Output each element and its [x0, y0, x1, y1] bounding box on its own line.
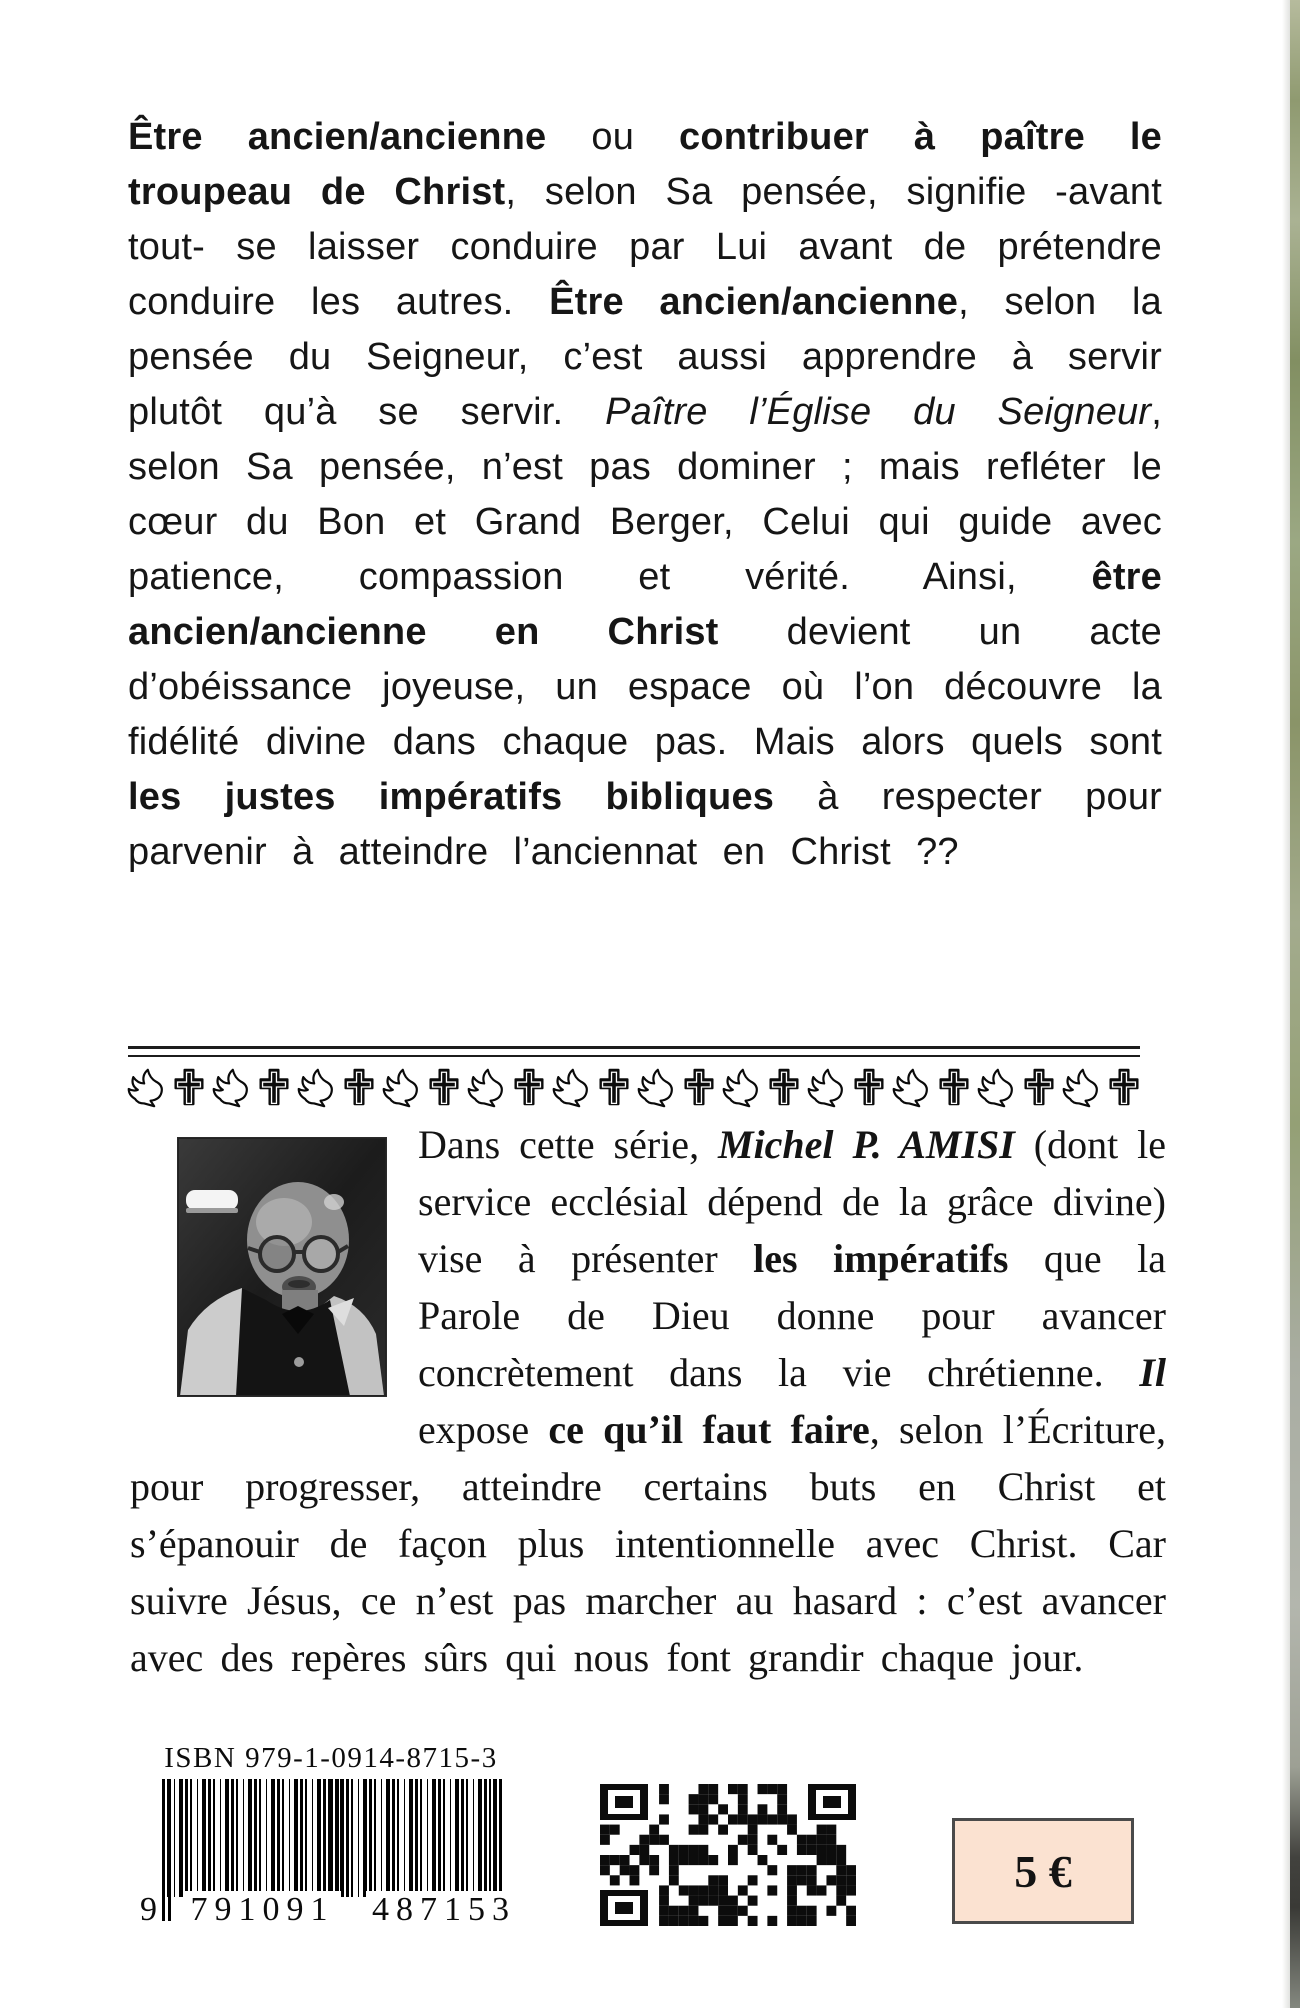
price-tag [952, 1818, 1134, 1924]
dove-cross-divider [126, 1060, 1142, 1108]
isbn-label: ISBN 979-1-0914-8715-3 [164, 1742, 498, 1774]
text-run: , selon l’Écriture, pour progresser, atteindre certains buts en Christ et s’épanouir de façon plus intentionnelle avec Christ. Car suivre Jésus, ce n’est pas marcher au hasard : c’est avancer avec des repères sûrs qui nous font grandir chaque jour. [130, 1407, 1166, 1680]
cross-icon [681, 1066, 717, 1108]
dove-icon [551, 1068, 591, 1108]
dove-icon [126, 1068, 166, 1108]
text-run: ce qu’il faut faire [548, 1407, 870, 1452]
text-run: être ancien/ancienne en Christ [128, 556, 1162, 653]
text-run: les justes impératifs bibliques [128, 776, 775, 818]
qr-code [600, 1784, 856, 1926]
dove-icon [636, 1068, 676, 1108]
text-run: Être ancien/ancienne [128, 116, 547, 158]
barcode-digit-group: 791091 [185, 1891, 341, 1929]
cross-icon [426, 1066, 462, 1108]
dove-icon [466, 1068, 506, 1108]
cross-icon [171, 1066, 207, 1108]
dove-icon [211, 1068, 251, 1108]
cross-icon [596, 1066, 632, 1108]
text-run: contribuer à paître le troupeau de Christ [128, 116, 1162, 213]
cross-icon [766, 1066, 802, 1108]
barcode-lead-digit: 9 [140, 1891, 157, 1928]
text-run: les impératifs [753, 1236, 1009, 1281]
cross-icon [511, 1066, 547, 1108]
barcode-digits [140, 1891, 522, 1929]
dove-icon [1061, 1068, 1101, 1108]
cross-icon [1021, 1066, 1057, 1108]
dove-icon [296, 1068, 336, 1108]
cross-icon [341, 1066, 377, 1108]
dove-icon [381, 1068, 421, 1108]
text-run: ou [546, 116, 680, 158]
text-run: Il [1139, 1350, 1166, 1395]
text-run: à respecter pour parvenir à atteindre l’anciennat en Christ ?? [128, 776, 1163, 873]
dove-icon [806, 1068, 846, 1108]
cross-icon [936, 1066, 972, 1108]
author-section [130, 1116, 1166, 1686]
text-run: , selon Sa pensée, n’est pas dominer ; mais refléter le cœur du Bon et Grand Berger, Celui qui guide avec patience, compassion et vérité. Ainsi, [128, 391, 1162, 598]
divider-line [128, 1046, 1140, 1057]
author-photo [178, 1138, 386, 1396]
dove-icon [721, 1068, 761, 1108]
cross-icon [1106, 1066, 1142, 1108]
dove-icon [891, 1068, 931, 1108]
price-label: 5 € [1014, 1845, 1072, 1897]
barcode [140, 1779, 522, 1959]
text-run: , selon la pensée du Seigneur, c’est aussi apprendre à servir plutôt qu’à se servir. [128, 281, 1162, 433]
text-run: expose [418, 1407, 549, 1452]
text-run: Dans cette série, [418, 1122, 718, 1167]
text-run: Paître l’Église du Seigneur [605, 391, 1152, 433]
text-run: (dont le service ecclésial dépend de la grâce divine) vise à présenter [418, 1122, 1166, 1281]
cross-icon [851, 1066, 887, 1108]
isbn-barcode [140, 1742, 522, 1959]
text-run: Être ancien/ancienne [549, 281, 959, 323]
barcode-digit-group: 487153 [366, 1891, 522, 1929]
background-foliage-strip [1290, 0, 1300, 2008]
text-run: devient un acte d’obéissance joyeuse, un espace où l’on découvre la fidélité divine dans chaque pas. Mais alors quels sont [128, 611, 1162, 763]
dove-icon [976, 1068, 1016, 1108]
page-edge-shadow [1282, 0, 1290, 2008]
text-run: Michel P. AMISI [718, 1122, 1015, 1167]
cross-icon [256, 1066, 292, 1108]
text-run: que la Parole de Dieu donne pour avancer concrètement dans la vie chrétienne. [418, 1236, 1166, 1395]
synopsis-paragraph [128, 110, 1162, 880]
text-run: , selon Sa pensée, signifie -avant tout- se laisser conduire par Lui avant de prétendre conduire les autres. [128, 171, 1162, 323]
